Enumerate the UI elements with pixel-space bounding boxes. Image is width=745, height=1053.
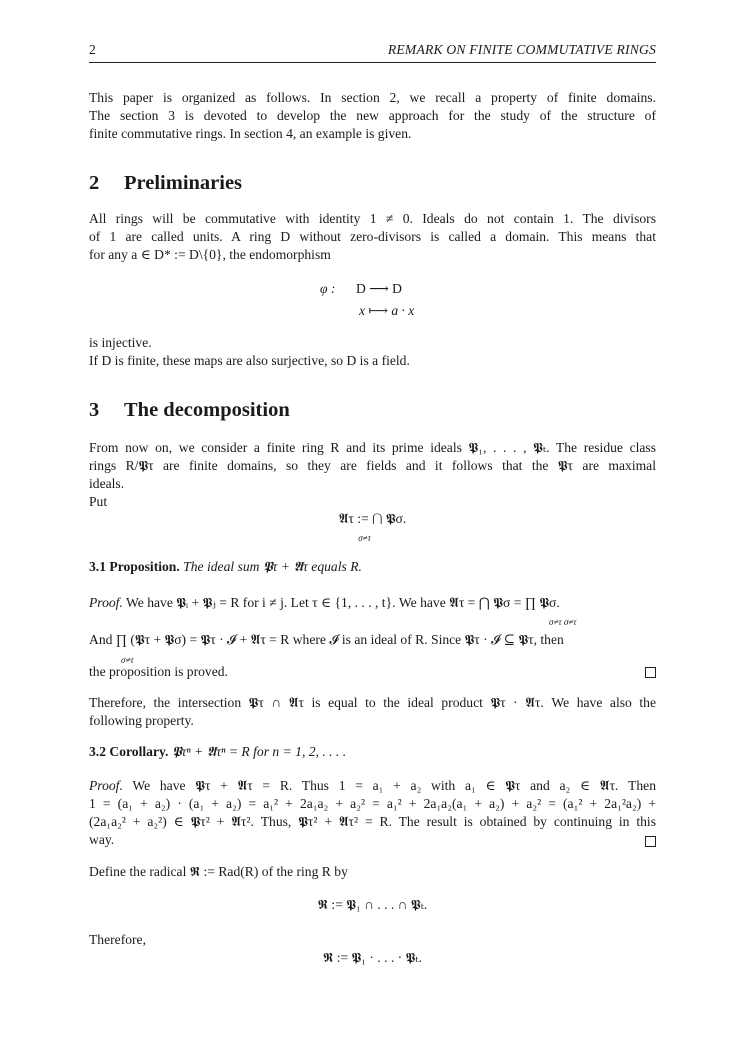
intro-line-3: finite commutative rings. In section 4, an example is given. <box>89 126 412 141</box>
proof-line-2-index: σ≠τ <box>121 655 134 665</box>
proof-line-1-index: σ≠τ σ≠τ <box>549 617 577 627</box>
running-header <box>89 42 656 63</box>
decomp-paragraph <box>89 439 656 511</box>
prelim-line-2: of 1 are called units. A ring D without zero-divisors is called a domain. This means that <box>89 229 656 244</box>
cor-proof-line-3: (2a₁a₂² + a₂²) ∈ 𝕻τ² + 𝕬τ². Thus, 𝕻τ² + 𝕬τ² = R. The result is obtained by continuing in this <box>89 814 656 829</box>
proof-label: Proof. <box>89 595 123 610</box>
section-title: The decomposition <box>124 399 290 421</box>
equation-radical-1: 𝕽 := 𝕻₁ ∩ . . . ∩ 𝕻ₜ. <box>317 897 428 912</box>
qed-square-icon <box>645 667 656 678</box>
radical-intro: Define the radical 𝕽 := Rad(R) of the ring R by <box>89 864 348 879</box>
map-name: φ : <box>320 281 336 296</box>
prelim-paragraph <box>89 210 656 264</box>
decomp-line-1: From now on, we consider a finite ring R and its prime ideals 𝕻₁, . . . , 𝕻ₜ. The residue class <box>89 440 656 455</box>
section-number: 3 <box>89 399 100 421</box>
corollary-statement: 𝕻τⁿ + 𝕬τⁿ = R for n = 1, 2, . . . . <box>171 744 347 759</box>
proof-3-1 <box>89 594 656 612</box>
prelim-after-1: is injective. <box>89 335 152 350</box>
qed-square-icon <box>645 836 656 847</box>
proposition-3-1 <box>89 558 656 576</box>
equation-radical-2: 𝕽 := 𝕻₁ · . . . · 𝕻ₜ. <box>322 950 423 965</box>
proof-line-3: the proposition is proved. <box>89 664 228 679</box>
map-domain-codomain: D ⟶ D <box>356 281 402 296</box>
therefore-paragraph <box>89 694 656 730</box>
proof-3-1-line-2 <box>89 631 656 649</box>
section-heading-preliminaries <box>89 172 242 195</box>
decomp-line-3: ideals. <box>89 476 125 491</box>
corollary-label: 3.2 Corollary. <box>89 744 169 759</box>
proof-3-1-line-3 <box>89 663 656 681</box>
running-title: REMARK ON FINITE COMMUTATIVE RINGS <box>387 42 656 57</box>
cor-proof-line-4: way. <box>89 832 115 847</box>
page-number: 2 <box>89 42 96 57</box>
proof-line-1: We have 𝕻ᵢ + 𝕻ⱼ = R for i ≠ j. Let τ ∈ {1, . . . , t}. We have 𝕬τ = ⋂ 𝕻σ = ∏ 𝕻σ. <box>126 595 560 610</box>
cor-proof-line-1: We have 𝕻τ + 𝕬τ = R. Thus 1 = a₁ + a₂ with a₁ ∈ 𝕻τ and a₂ ∈ 𝕬τ. Then <box>132 778 656 793</box>
map-rule: x ⟼ a · x <box>359 303 415 318</box>
radical-therefore <box>89 931 656 949</box>
proposition-statement: The ideal sum 𝕻τ + 𝕬τ equals R. <box>183 559 362 574</box>
proof-line-2: And ∏ (𝕻τ + 𝕻σ) = 𝕻τ · 𝓘 + 𝕬τ = R where 𝓘 is an ideal of R. Since 𝕻τ · 𝓘 ⊆ 𝕻τ, then <box>89 632 564 647</box>
prelim-after-2: If D is finite, these maps are also surjective, so D is a field. <box>89 353 410 368</box>
prelim-line-3: for any a ∈ D* := D\{0}, the endomorphism <box>89 247 331 262</box>
corollary-3-2 <box>89 743 656 761</box>
radical-definition <box>89 863 656 881</box>
prelim-after <box>89 334 656 370</box>
equation-def-A-index: σ≠τ <box>358 533 371 543</box>
decomp-put: Put <box>89 494 108 509</box>
therefore-line-1: Therefore, the intersection 𝕻τ ∩ 𝕬τ is equal to the ideal product 𝕻τ · 𝕬τ. We have also the <box>89 695 656 710</box>
section-number: 2 <box>89 172 100 194</box>
intro-line-1: This paper is organized as follows. In section 2, we recall a property of finite domains. <box>89 90 656 105</box>
prelim-line-1: All rings will be commutative with identity 1 ≠ 0. Ideals do not contain 1. The divisors <box>89 211 656 226</box>
section-heading-decomposition <box>89 399 290 422</box>
proof-3-2 <box>89 777 656 849</box>
intro-line-2: The section 3 is devoted to develop the new approach for the study of the structure of <box>89 108 656 123</box>
cor-proof-line-2: 1 = (a₁ + a₂) · (a₁ + a₂) = a₁² + 2a₁a₂ + a₂² = a₁² + 2a₁a₂(a₁ + a₂) + a₂² = (a₁² + 2a₁²a₂) + <box>89 796 656 811</box>
proposition-label: 3.1 Proposition. <box>89 559 180 574</box>
equation-def-A <box>89 511 656 527</box>
radical-therefore-text: Therefore, <box>89 932 146 947</box>
proof-label: Proof. <box>89 778 123 793</box>
therefore-line-2: following property. <box>89 713 194 728</box>
intro-paragraph <box>89 89 656 143</box>
decomp-line-2: rings R/𝕻τ are finite domains, so they are fields and it follows that the 𝕻τ are maximal <box>89 458 656 473</box>
equation-def-A-body: 𝕬τ := ⋂ 𝕻σ. <box>338 511 407 526</box>
section-title: Preliminaries <box>124 172 243 194</box>
